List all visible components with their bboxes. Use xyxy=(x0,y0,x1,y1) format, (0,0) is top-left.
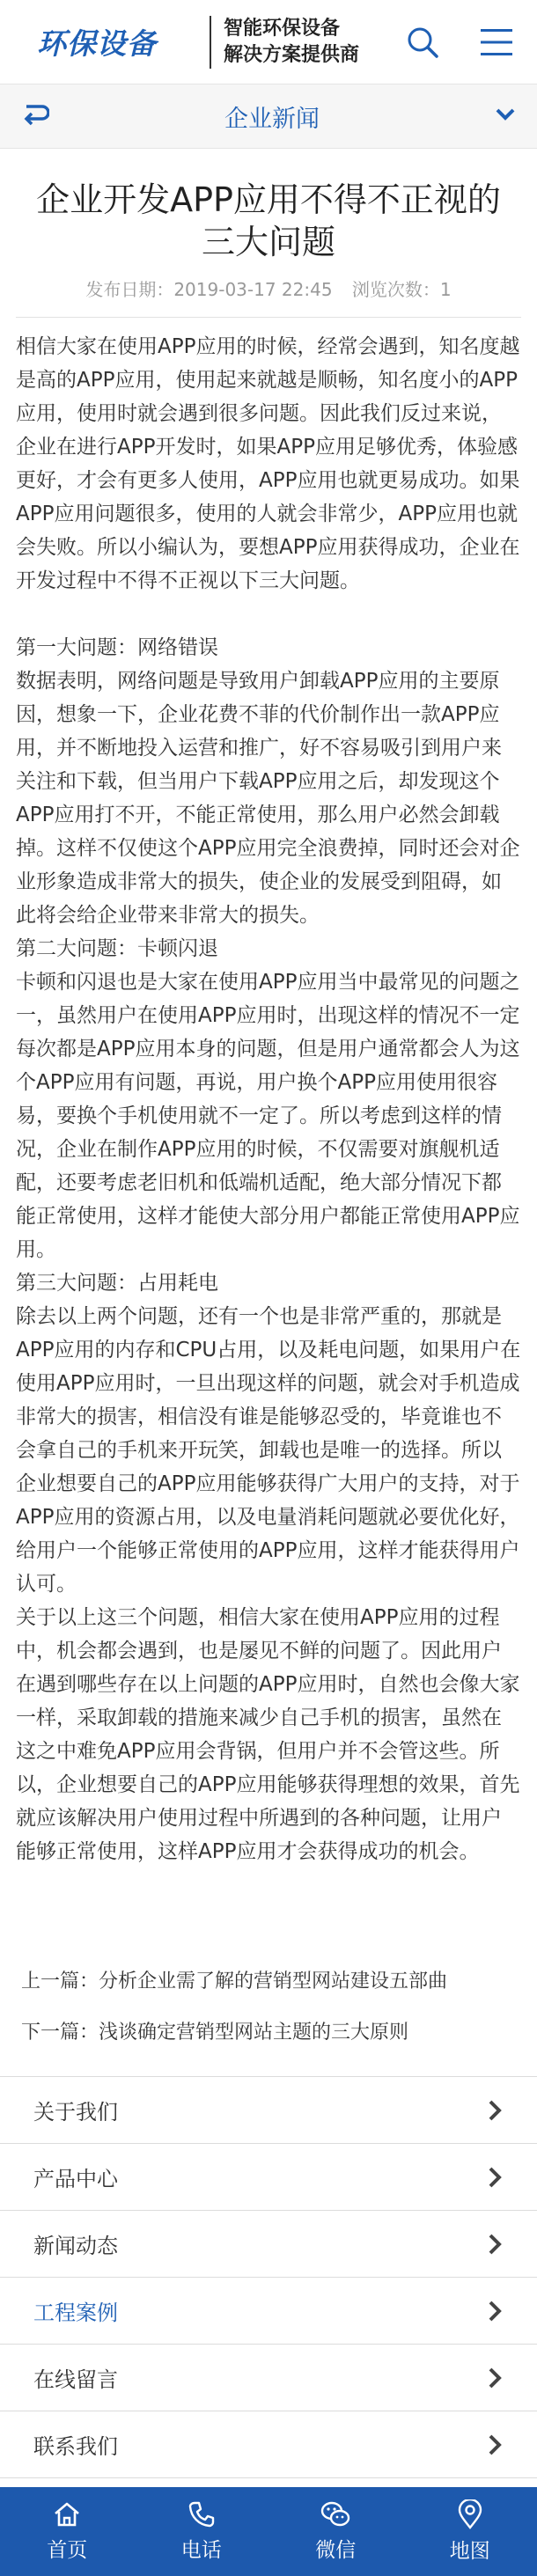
section-heading: 第二大问题：卡顿闪退 xyxy=(16,937,218,960)
tab-wechat[interactable] xyxy=(268,2487,403,2576)
search-icon[interactable] xyxy=(403,23,442,62)
article xyxy=(0,149,537,2074)
section-heading: 第三大问题：占用耗电 xyxy=(16,1272,218,1295)
tab-label: 首页 xyxy=(47,2539,88,2562)
map-pin-icon xyxy=(457,2499,483,2529)
site-header xyxy=(0,0,537,84)
tagline-line-1: 智能环保设备 xyxy=(224,17,341,40)
menu-item-cases[interactable] xyxy=(0,2278,537,2345)
chevron-right-icon xyxy=(488,2300,502,2323)
menu-item-label: 工程案例 xyxy=(33,2301,118,2325)
header-actions xyxy=(403,23,516,62)
article-title: 企业开发APP应用不得不正视的三大问题 xyxy=(36,180,501,261)
article-paragraph: 相信大家在使用APP应用的时候，经常会遇到，知名度越是高的APP应用，使用起来就越是顺畅，知名度小的APP应用，使用时就会遇到很多问题。因此我们反过来说，企业在进行APP开发时，如果APP应用足够优秀，体验感更好，才会有更多人使用，APP应用也就更易成功。如果APP应用问题很多，使用的人就会非常少，APP应用也就会失败。所以小编认为，要想APP应用获得成功，企业在开发过程中不得不正视以下三大问题。 xyxy=(16,335,520,592)
bottom-tab-bar xyxy=(0,2487,537,2576)
site-tagline xyxy=(224,16,359,69)
chevron-right-icon xyxy=(488,2367,502,2389)
tab-label: 地图 xyxy=(449,2540,490,2563)
chevron-right-icon xyxy=(488,2099,502,2122)
menu-item-about[interactable] xyxy=(0,2077,537,2144)
menu-item-contact[interactable] xyxy=(0,2411,537,2478)
chevron-right-icon xyxy=(488,2233,502,2256)
header-divider xyxy=(210,16,211,69)
home-icon xyxy=(52,2500,82,2528)
section-heading: 第一大问题：网络错误 xyxy=(16,636,218,659)
section-nav-bar xyxy=(0,84,537,149)
menu-item-news[interactable] xyxy=(0,2211,537,2278)
menu-item-label: 在线留言 xyxy=(33,2367,118,2392)
content-spacer xyxy=(16,1868,521,1935)
prev-next-links xyxy=(16,1935,521,2074)
menu-item-message[interactable] xyxy=(0,2345,537,2411)
article-meta xyxy=(16,275,521,318)
prev-article-link[interactable]: 上一篇：分析企业需了解的营销型网站建设五部曲 xyxy=(21,1971,448,1993)
menu-item-label: 新闻动态 xyxy=(33,2234,118,2258)
paragraph-spacer xyxy=(16,598,521,631)
back-arrow-icon[interactable] xyxy=(21,103,49,129)
tab-home[interactable] xyxy=(0,2487,135,2576)
site-logo[interactable]: 环保设备 xyxy=(37,26,157,61)
bottom-menu xyxy=(0,2076,537,2478)
menu-item-label: 产品中心 xyxy=(33,2167,118,2191)
tab-map[interactable] xyxy=(403,2487,537,2576)
tab-label: 电话 xyxy=(180,2539,222,2562)
chevron-right-icon xyxy=(488,2166,502,2189)
menu-item-products[interactable] xyxy=(0,2144,537,2211)
section-title: 企业新闻 xyxy=(224,105,320,133)
article-paragraph: 卡顿和闪退也是大家在使用APP应用当中最常见的问题之一，虽然用户在使用APP应用时，出现这样的情况不一定每次都是APP应用本身的问题，但是用户通常都会人为这个APP应用有问题，再说，用户换个APP应用使用很容易，要换个手机使用就不一定了。所以考虑到这样的情况，企业在制作APP应用的时候，不仅需要对旗舰机适配，还要考虑老旧机和低端机适配，绝大部分情况下都能正常使用，这样才能使大部分用户都能正常使用APP应用。 xyxy=(16,971,520,1261)
next-article-link[interactable]: 下一篇：浅谈确定营销型网站主题的三大原则 xyxy=(21,2022,409,2044)
article-paragraph: 关于以上这三个问题，相信大家在使用APP应用的过程中，机会都会遇到，也是屡见不鲜的问题了。因此用户在遇到哪些存在以上问题的APP应用时，自然也会像大家一样，采取卸载的措施来减少自己手机的损害，虽然在这之中难免APP应用会背锅，但用户并不会管这些。所以，企业想要自己的APP应用能够获得理想的效果，首先就应该解决用户使用过程中所遇到的各种问题，让用户能够正常使用，这样APP应用才会获得成功的机会。 xyxy=(16,1606,520,1863)
tab-phone[interactable] xyxy=(135,2487,269,2576)
article-paragraph: 数据表明，网络问题是导致用户卸载APP应用的主要原因，想象一下，企业花费不菲的代价制作出一款APP应用，并不断地投入运营和推广，好不容易吸引到用户来关注和下载，但当用户下载APP应用之后，却发现这个APP应用打不开，不能正常使用，那么用户必然会卸载掉。这样不仅使这个APP应用完全浪费掉，同时还会对企业形象造成非常大的损失，使企业的发展受到阻碍，如此将会给企业带来非常大的损失。 xyxy=(16,670,520,927)
chevron-right-icon xyxy=(488,2433,502,2456)
chevron-down-icon[interactable] xyxy=(495,107,516,125)
wechat-icon xyxy=(320,2500,351,2528)
tab-label: 微信 xyxy=(315,2539,357,2562)
article-paragraph: 除去以上两个问题，还有一个也是非常严重的，那就是APP应用的内存和CPU占用，以及耗电问题，如果用户在使用APP应用时，一旦出现这样的问题，就会对手机造成非常大的损害，相信没有谁是能够忍受的，毕竟谁也不会拿自己的手机来开玩笑，卸载也是唯一的选择。所以企业想要自己的APP应用能够获得广大用户的支持，对于APP应用的资源占用，以及电量消耗问题就必要优化好，给用户一个能够正常使用的APP应用，这样才能获得用户认可。 xyxy=(16,1305,521,1596)
menu-item-label: 联系我们 xyxy=(33,2434,118,2459)
article-content xyxy=(16,318,521,1935)
phone-icon xyxy=(188,2500,216,2528)
publish-date: 发布日期：2019-03-17 22:45 xyxy=(85,279,333,300)
tagline-line-2: 解决方案提供商 xyxy=(224,43,360,66)
hamburger-icon[interactable] xyxy=(477,23,516,62)
menu-item-label: 关于我们 xyxy=(33,2100,118,2125)
view-count: 浏览次数：1 xyxy=(351,279,452,300)
